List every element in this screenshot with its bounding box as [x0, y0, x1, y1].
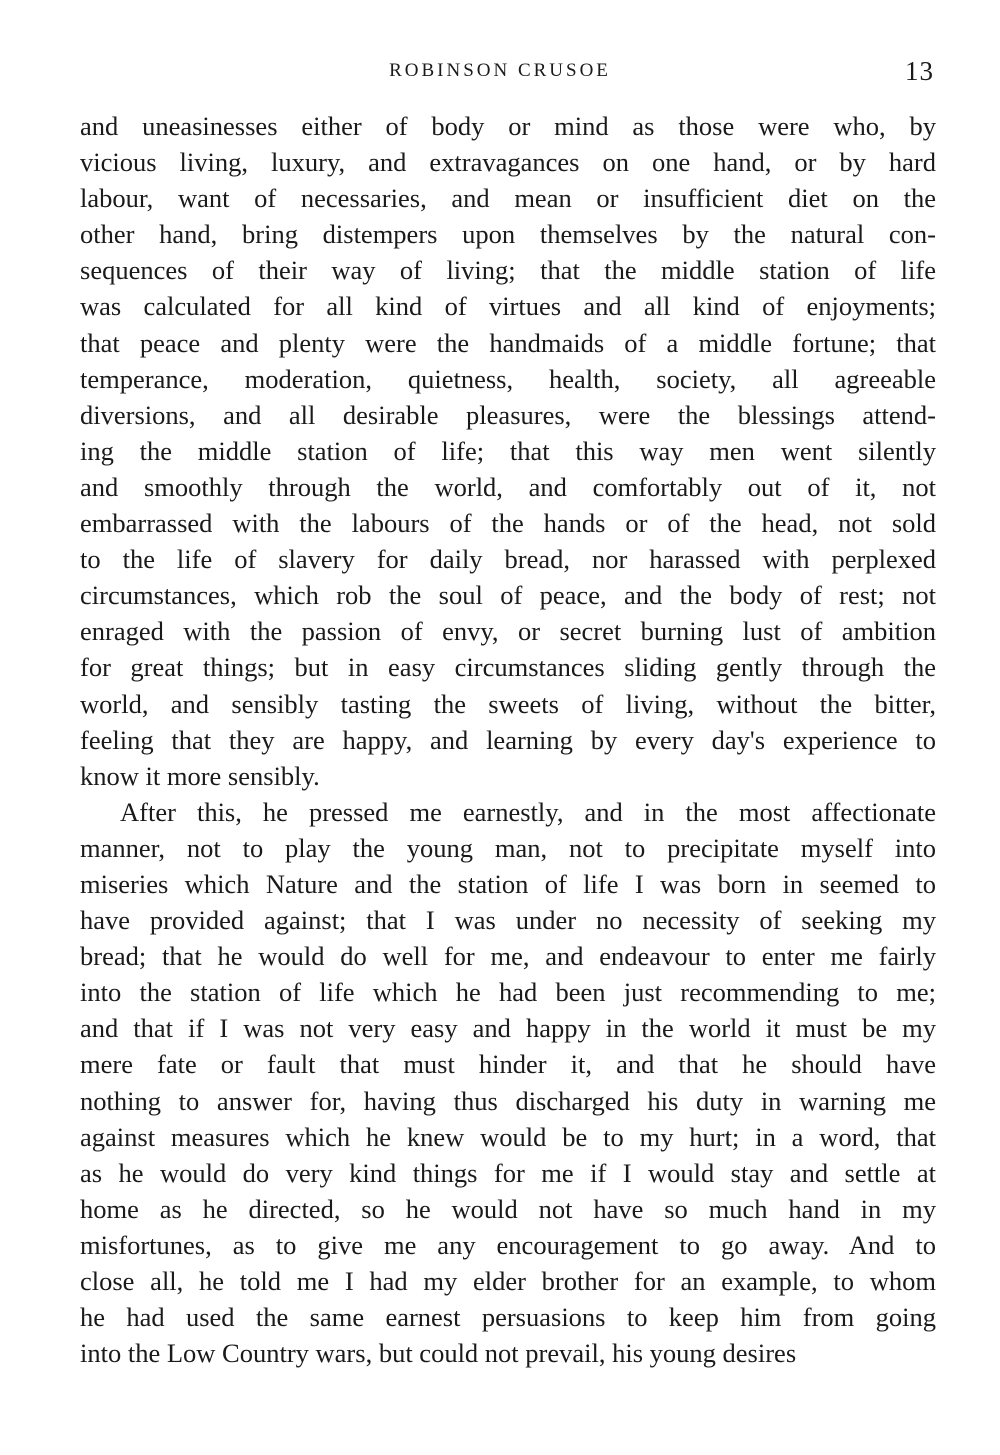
text-line: was calculated for all kind of virtues and all kind of enjoyments; — [80, 291, 936, 322]
text-line: and smoothly through the world, and comfortably out of it, not — [80, 471, 936, 502]
text-line: bread; that he would do well for me, and endeavour to enter me fairly — [80, 941, 936, 972]
text-line: world, and sensibly tasting the sweets of living, without the bitter, — [80, 688, 936, 719]
text-line: mere fate or fault that must hinder it, and that he should have — [80, 1049, 936, 1080]
text-line: home as he directed, so he would not have so much hand in my — [80, 1193, 936, 1224]
text-line: as he would do very kind things for me if I would stay and settle at — [80, 1157, 936, 1188]
text-line: vicious living, luxury, and extravagances on one hand, or by hard — [80, 147, 936, 178]
text-line: other hand, bring distempers upon themselves by the natural con- — [80, 219, 936, 250]
body-text — [80, 108, 936, 1371]
text-line: nothing to answer for, having thus discharged his duty in warning me — [80, 1085, 936, 1116]
text-line: sequences of their way of living; that the middle station of life — [80, 255, 936, 286]
text-line: for great things; but in easy circumstances sliding gently through the — [80, 652, 936, 683]
text-line: against measures which he knew would be to my hurt; in a word, that — [80, 1121, 936, 1152]
text-line: know it more sensibly. — [80, 760, 320, 791]
text-line: and uneasinesses either of body or mind as those were who, by — [80, 111, 936, 141]
text-line: into the Low Country wars, but could not prevail, his young desires — [80, 1338, 797, 1369]
text-line: labour, want of necessaries, and mean or insufficient diet on the — [80, 183, 936, 214]
text-line: feeling that they are happy, and learning by every day's experience to — [80, 724, 936, 755]
text-line: close all, he told me I had my elder brother for an example, to whom — [80, 1266, 936, 1296]
text-line: diversions, and all desirable pleasures, were the blessings attend- — [80, 399, 936, 430]
text-line: enraged with the passion of envy, or secret burning lust of ambition — [80, 616, 936, 647]
text-line: circumstances, which rob the soul of peace, and the body of rest; not — [80, 580, 936, 611]
text-line: that peace and plenty were the handmaids of a middle fortune; that — [80, 327, 936, 358]
text-line: manner, not to play the young man, not to precipitate myself into — [80, 832, 936, 863]
paragraph — [80, 108, 936, 794]
text-line: After this, he pressed me earnestly, and in the most affectionate — [120, 796, 936, 827]
text-line: temperance, moderation, quietness, health, society, all agreeable — [80, 363, 936, 394]
running-header — [0, 56, 1000, 88]
text-line: have provided against; that I was under no necessity of seeking my — [80, 905, 936, 936]
text-line: and that if I was not very easy and happy in the world it must be my — [80, 1013, 936, 1044]
running-title: ROBINSON CRUSOE — [389, 60, 611, 81]
text-line: embarrassed with the labours of the hands or of the head, not sold — [80, 508, 936, 539]
page-number: 13 — [905, 56, 934, 86]
text-line: into the station of life which he had been just recommending to me; — [80, 977, 936, 1008]
text-line: ing the middle station of life; that this way men went silently — [80, 435, 936, 466]
text-line: miseries which Nature and the station of life I was born in seemed to — [80, 868, 936, 899]
text-line: misfortunes, as to give me any encouragement to go away. And to — [80, 1229, 936, 1260]
text-line: to the life of slavery for daily bread, nor harassed with perplexed — [80, 544, 936, 575]
paragraph — [80, 794, 936, 1372]
text-line: he had used the same earnest persuasions to keep him from going — [80, 1302, 936, 1333]
